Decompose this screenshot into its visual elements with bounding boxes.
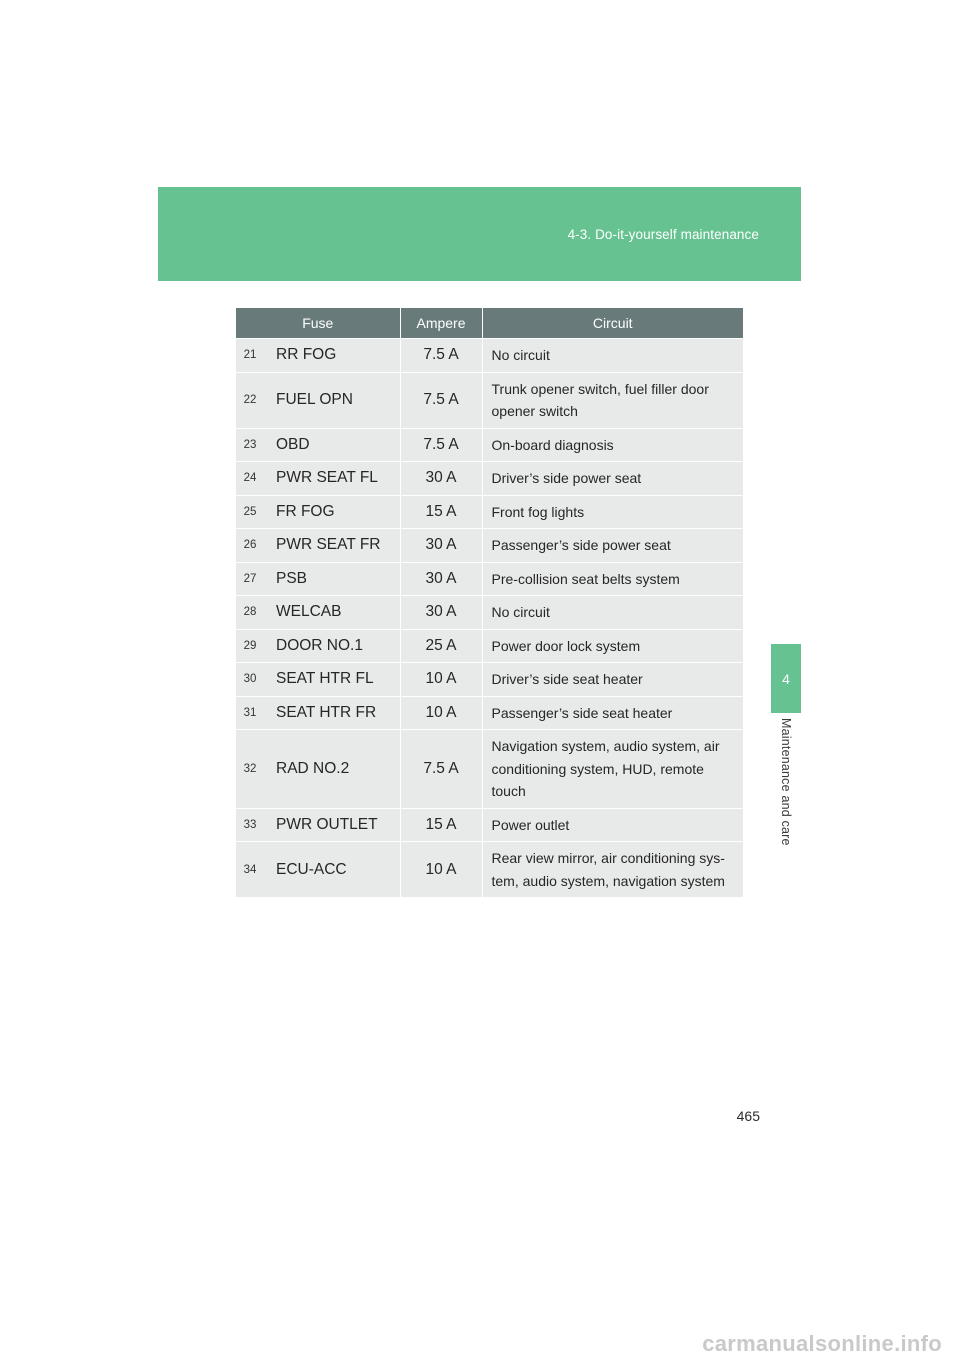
fuse-number: 30 bbox=[236, 663, 268, 697]
table-row bbox=[236, 730, 743, 809]
fuse-number: 27 bbox=[236, 562, 268, 596]
fuse-number: 21 bbox=[236, 339, 268, 373]
table-row bbox=[236, 462, 743, 496]
fuse-ampere: 15 A bbox=[400, 495, 482, 529]
fuse-circuit: Passenger’s side power seat bbox=[482, 529, 743, 563]
fuse-ampere: 30 A bbox=[400, 562, 482, 596]
fuse-ampere: 10 A bbox=[400, 696, 482, 730]
fuse-number: 28 bbox=[236, 596, 268, 630]
table-header-row bbox=[236, 308, 743, 339]
fuse-number: 24 bbox=[236, 462, 268, 496]
fuse-number: 34 bbox=[236, 842, 268, 898]
table-row bbox=[236, 562, 743, 596]
fuse-circuit: Pre-collision seat belts system bbox=[482, 562, 743, 596]
fuse-circuit: Front fog lights bbox=[482, 495, 743, 529]
fuse-name: SEAT HTR FL bbox=[268, 663, 400, 697]
fuse-ampere: 30 A bbox=[400, 596, 482, 630]
table-row bbox=[236, 339, 743, 373]
chapter-number: 4 bbox=[782, 670, 790, 687]
fuse-name: ECU-ACC bbox=[268, 842, 400, 898]
fuse-circuit: Trunk opener switch, fuel filler door opener switch bbox=[482, 372, 743, 428]
table-row bbox=[236, 495, 743, 529]
fuse-circuit: Driver’s side power seat bbox=[482, 462, 743, 496]
fuse-number: 32 bbox=[236, 730, 268, 809]
fuse-ampere: 15 A bbox=[400, 808, 482, 842]
fuse-circuit: Driver’s side seat heater bbox=[482, 663, 743, 697]
fuse-circuit: Rear view mirror, air conditioning sys-tem, audio system, navigation system bbox=[482, 842, 743, 898]
fuse-number: 26 bbox=[236, 529, 268, 563]
fuse-ampere: 10 A bbox=[400, 842, 482, 898]
page-number: 465 bbox=[736, 1108, 760, 1124]
section-header-band bbox=[158, 187, 801, 281]
fuse-number: 23 bbox=[236, 428, 268, 462]
fuse-name: PWR OUTLET bbox=[268, 808, 400, 842]
fuse-ampere: 7.5 A bbox=[400, 730, 482, 809]
fuse-circuit: No circuit bbox=[482, 596, 743, 630]
fuse-table bbox=[236, 308, 743, 897]
fuse-name: PWR SEAT FL bbox=[268, 462, 400, 496]
fuse-number: 29 bbox=[236, 629, 268, 663]
chapter-label: Maintenance and care bbox=[779, 718, 793, 846]
fuse-table-body bbox=[236, 339, 743, 898]
fuse-name: PWR SEAT FR bbox=[268, 529, 400, 563]
fuse-ampere: 30 A bbox=[400, 462, 482, 496]
chapter-tab bbox=[771, 644, 801, 713]
fuse-circuit: No circuit bbox=[482, 339, 743, 373]
fuse-circuit: Navigation system, audio system, air conditioning system, HUD, remote touch bbox=[482, 730, 743, 809]
fuse-circuit: Power outlet bbox=[482, 808, 743, 842]
watermark bbox=[0, 1330, 960, 1358]
fuse-name: WELCAB bbox=[268, 596, 400, 630]
table-row bbox=[236, 842, 743, 898]
fuse-ampere: 7.5 A bbox=[400, 372, 482, 428]
fuse-name: FR FOG bbox=[268, 495, 400, 529]
watermark-text: carmanualsonline.info bbox=[702, 1331, 942, 1356]
column-header-fuse: Fuse bbox=[236, 308, 400, 339]
table-row bbox=[236, 372, 743, 428]
fuse-number: 33 bbox=[236, 808, 268, 842]
fuse-ampere: 7.5 A bbox=[400, 428, 482, 462]
fuse-name: OBD bbox=[268, 428, 400, 462]
fuse-name: DOOR NO.1 bbox=[268, 629, 400, 663]
fuse-circuit: Power door lock system bbox=[482, 629, 743, 663]
table-row bbox=[236, 596, 743, 630]
fuse-ampere: 10 A bbox=[400, 663, 482, 697]
column-header-ampere: Ampere bbox=[400, 308, 482, 339]
table-row bbox=[236, 529, 743, 563]
fuse-number: 25 bbox=[236, 495, 268, 529]
column-header-circuit: Circuit bbox=[482, 308, 743, 339]
table-row bbox=[236, 696, 743, 730]
fuse-name: RAD NO.2 bbox=[268, 730, 400, 809]
table-row bbox=[236, 629, 743, 663]
fuse-number: 22 bbox=[236, 372, 268, 428]
section-title: 4-3. Do-it-yourself maintenance bbox=[567, 227, 759, 242]
fuse-ampere: 25 A bbox=[400, 629, 482, 663]
table-row bbox=[236, 663, 743, 697]
table-row bbox=[236, 428, 743, 462]
fuse-name: SEAT HTR FR bbox=[268, 696, 400, 730]
fuse-circuit: Passenger’s side seat heater bbox=[482, 696, 743, 730]
fuse-name: RR FOG bbox=[268, 339, 400, 373]
fuse-name: FUEL OPN bbox=[268, 372, 400, 428]
fuse-ampere: 30 A bbox=[400, 529, 482, 563]
fuse-name: PSB bbox=[268, 562, 400, 596]
fuse-number: 31 bbox=[236, 696, 268, 730]
table-row bbox=[236, 808, 743, 842]
fuse-ampere: 7.5 A bbox=[400, 339, 482, 373]
fuse-circuit: On-board diagnosis bbox=[482, 428, 743, 462]
